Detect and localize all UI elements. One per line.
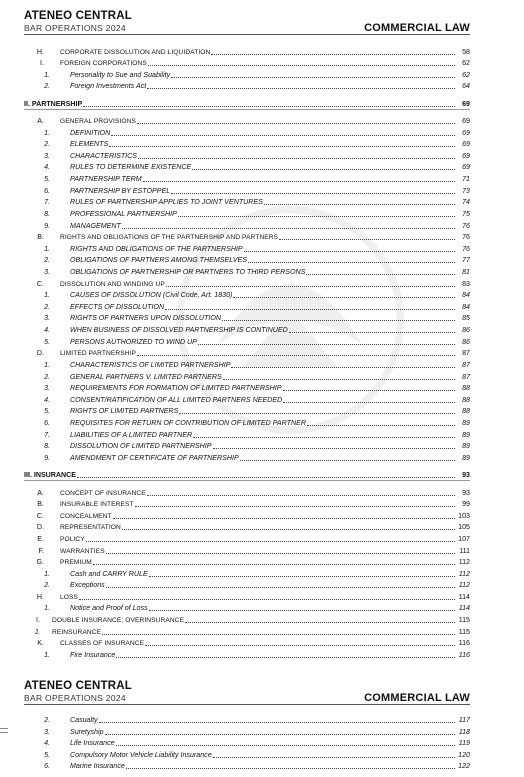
toc-entry-number: 1. (44, 570, 50, 578)
toc-entry-page: 85 (462, 314, 470, 322)
toc-entry-title: CONCEALMENT (60, 513, 112, 520)
dot-leader (248, 262, 455, 263)
dot-leader (113, 518, 455, 519)
toc-entry-title: FOREIGN CORPORATIONS (60, 60, 147, 67)
toc-entry-page: 112 (458, 581, 470, 589)
toc-entry-page: 84 (462, 303, 470, 311)
toc-entry[interactable] (24, 197, 470, 208)
toc-entry-title: RULES TO DETERMINE EXISTENCE (70, 163, 192, 171)
toc-entry-page: 62 (462, 71, 470, 79)
dot-leader (211, 54, 455, 55)
toc-entry-number: 1. (44, 604, 50, 612)
dot-leader (264, 204, 455, 205)
toc-entry-number: 3. (44, 728, 50, 736)
section-divider (24, 480, 470, 481)
toc-entry[interactable] (24, 638, 470, 649)
toc-entry-title: CHARACTERISTICS OF LIMITED PARTNERSHIP (70, 361, 231, 369)
toc-entry-title: POLICY (60, 536, 85, 543)
toc-entry-page: 120 (458, 751, 470, 759)
dot-leader (77, 477, 455, 478)
toc-entry-page: 75 (462, 210, 470, 218)
dot-leader (79, 599, 455, 600)
dot-leader (213, 757, 455, 758)
toc-entry[interactable] (24, 406, 470, 417)
dot-leader (222, 320, 455, 321)
toc-entry-title: GENERAL PROVISIONS (60, 118, 136, 125)
toc-entry[interactable] (24, 186, 470, 197)
toc-entry[interactable] (24, 738, 470, 749)
dot-leader (283, 402, 455, 403)
toc-entry-number: 2. (44, 256, 50, 264)
dot-leader (147, 88, 455, 89)
toc-entry-number: E. (37, 535, 44, 543)
dot-leader (166, 286, 455, 287)
toc-entry-number: H. (36, 593, 44, 601)
toc-entry-title: AMENDMENT OF CERTIFICATE OF PARTNERSHIP (70, 454, 239, 462)
dot-leader (148, 65, 455, 66)
toc-entry[interactable] (24, 499, 470, 510)
toc-entry[interactable] (24, 727, 470, 738)
toc-entry[interactable] (24, 81, 470, 92)
toc-entry-page: 88 (462, 384, 470, 392)
toc-entry-title: PARTNERSHIP TERM (70, 175, 142, 183)
header-subject: COMMERCIAL LAW (364, 22, 470, 34)
toc-entry-number: 7. (44, 198, 50, 206)
dot-leader (137, 355, 455, 356)
toc-entry-title: Casualty (70, 716, 98, 724)
dot-leader (307, 425, 455, 426)
toc-entry[interactable] (24, 430, 470, 441)
toc-entry-title: DOUBLE INSURANCE; OVERINSURANCE (52, 617, 185, 624)
dot-leader (149, 576, 455, 577)
dot-leader (86, 541, 455, 542)
toc-entry-title: Cash and CARRY RULE (70, 570, 148, 578)
dot-leader (116, 657, 455, 658)
toc-entry[interactable] (24, 290, 470, 301)
toc-entry[interactable] (24, 151, 470, 162)
toc-entry-number: D. (36, 349, 44, 357)
toc-entry[interactable] (24, 383, 470, 394)
page-header-2 (24, 680, 470, 706)
dot-leader (223, 379, 455, 380)
toc-entry[interactable] (24, 441, 470, 452)
toc-entry[interactable] (24, 522, 470, 533)
toc-entry-title: Suretyship (70, 728, 104, 736)
dot-leader (213, 448, 455, 449)
toc-entry-page: 93 (462, 471, 470, 479)
toc-entry-number: B. (37, 233, 44, 241)
toc-entry[interactable] (24, 139, 470, 150)
dot-leader (279, 239, 455, 240)
toc-entry-title: CORPORATE DISSOLUTION AND LIQUIDATION (60, 49, 211, 56)
toc-entry-page: 117 (458, 716, 470, 724)
toc-entry-number: 2. (44, 716, 50, 724)
dot-leader (102, 634, 455, 635)
toc-entry-page: 74 (462, 198, 470, 206)
toc-entry[interactable] (24, 58, 470, 69)
toc-entry-page: 88 (462, 407, 470, 415)
dot-leader (111, 135, 455, 136)
toc-entry[interactable] (24, 395, 470, 406)
toc-entry[interactable] (24, 47, 470, 58)
toc-entry-title: LIABILITIES OF A LIMITED PARTNER (70, 431, 193, 439)
toc-entry[interactable] (24, 511, 470, 522)
dot-leader (289, 332, 455, 333)
dot-leader (193, 437, 455, 438)
toc-entry-title: DISSOLUTION AND WINDING UP (60, 281, 165, 288)
dot-leader (143, 181, 455, 182)
toc-entry-page: 99 (462, 500, 470, 508)
toc-entry-number: A. (37, 489, 44, 497)
toc-entry-title: REQUIREMENTS FOR FORMATION OF LIMITED PARTNERSHIP (70, 384, 282, 392)
toc-entry[interactable] (24, 302, 470, 313)
toc-entry-page: 118 (458, 728, 470, 736)
page-header (24, 10, 470, 36)
toc-entry-page: 69 (462, 100, 470, 108)
toc-entry-page: 107 (458, 535, 470, 543)
toc-entry-page: 111 (459, 547, 470, 555)
dot-leader (233, 297, 455, 298)
dot-leader (106, 587, 455, 588)
toc-entry-title: Marine Insurance (70, 762, 125, 770)
toc-entry-number: 5. (44, 175, 50, 183)
dot-leader (106, 553, 455, 554)
header-rule (24, 34, 470, 35)
toc-entry-title: CAUSES OF DISSOLUTION (Civil Code, Art. 1830) (70, 291, 233, 299)
toc-entry[interactable] (24, 715, 470, 726)
toc-entry-number: K. (37, 639, 44, 647)
toc-entry-page: 86 (462, 338, 470, 346)
toc-entry[interactable] (24, 255, 470, 266)
dot-leader (171, 77, 455, 78)
toc-entry-page: 89 (462, 419, 470, 427)
dot-leader (240, 460, 455, 461)
toc-entry-page: 77 (462, 256, 470, 264)
toc-entry-page: 112 (458, 558, 470, 566)
dot-leader (283, 390, 455, 391)
toc-entry-number: I. (36, 616, 40, 624)
toc-entry-title: INSURABLE INTEREST (60, 501, 134, 508)
toc-entry-page: 115 (458, 628, 470, 636)
toc-entry-number: 1. (44, 651, 50, 659)
toc-entry[interactable] (24, 546, 470, 557)
toc-entry-number: C. (36, 280, 44, 288)
toc-entry[interactable] (24, 580, 470, 591)
toc-entry[interactable] (24, 750, 470, 761)
toc-entry-title: PARTNERSHIP BY ESTOPPEL (70, 187, 171, 195)
toc-entry-title: III. INSURANCE (24, 471, 77, 479)
dot-leader (145, 645, 455, 646)
dot-leader (116, 745, 455, 746)
header-rule (24, 704, 470, 705)
toc-entry-title: OBLIGATIONS OF PARTNERSHIP OR PARTNERS TO THIRD PERSONS (70, 268, 306, 276)
toc-entry-page: 122 (458, 762, 470, 770)
toc-entry-page: 88 (462, 396, 470, 404)
toc-entry-number: 4. (44, 326, 50, 334)
toc-entry[interactable] (24, 761, 470, 772)
toc-entry[interactable] (24, 116, 470, 127)
toc-entry-title: II. PARTNERSHIP (24, 100, 83, 108)
toc-entry-number: 8. (44, 210, 50, 218)
toc-entry-title: CLASSES OF INSURANCE (60, 640, 145, 647)
toc-entry-number: 1. (44, 129, 50, 137)
toc-entry[interactable] (24, 337, 470, 348)
toc-entry-page: 69 (462, 117, 470, 125)
toc-entry-number: G. (36, 558, 44, 566)
toc-entry[interactable] (24, 488, 470, 499)
toc-entry-number: 3. (44, 384, 50, 392)
toc-entry-title: Life Insurance (70, 739, 115, 747)
toc-entry-page: 81 (462, 268, 470, 276)
header-subtitle: BAR OPERATIONS 2024 (24, 693, 126, 703)
toc-entry-page: 83 (462, 280, 470, 288)
toc-entry-title: Exceptions (70, 581, 105, 589)
toc-entry-number: A. (37, 117, 44, 125)
dot-leader (122, 228, 455, 229)
toc-entry-number: 2. (44, 581, 50, 589)
dot-leader (147, 495, 455, 496)
dot-leader (126, 768, 455, 769)
toc-entry-page: 84 (462, 291, 470, 299)
margin-mark (0, 728, 8, 729)
toc-entry[interactable] (24, 232, 470, 243)
toc-entry-page: 87 (462, 373, 470, 381)
toc-entry-page: 114 (458, 604, 470, 612)
toc-entry-title: REQUISITES FOR RETURN OF CONTRIBUTION OF LIMITED PARTNER (70, 419, 306, 427)
toc-entry-page: 103 (458, 512, 470, 520)
toc-entry-title: RIGHTS AND OBLIGATIONS OF THE PARTNERSHIP (70, 245, 243, 253)
toc-entry-number: 9. (44, 222, 50, 230)
toc-entry-number: 6. (44, 187, 50, 195)
toc-entry-page: 76 (462, 233, 470, 241)
toc-entry-title: REPRESENTATION (60, 524, 121, 531)
toc-entry-number: 4. (44, 163, 50, 171)
toc-entry-number: 1. (44, 361, 50, 369)
toc-entry[interactable] (24, 128, 470, 139)
toc-entry[interactable] (24, 569, 470, 580)
toc-entry-number: J. (34, 628, 40, 636)
toc-entry-number: 5. (44, 751, 50, 759)
toc-entry-page: 62 (462, 59, 470, 67)
toc-entry-title: PERSONS AUTHORIZED TO WIND UP (70, 338, 197, 346)
toc-entry-title: MANAGEMENT (70, 222, 121, 230)
toc-entry-page: 119 (458, 739, 470, 747)
toc-entry-number: 1. (44, 291, 50, 299)
dot-leader (105, 734, 455, 735)
toc-entry-page: 73 (462, 187, 470, 195)
toc-entry[interactable] (24, 592, 470, 603)
toc-entry[interactable] (24, 557, 470, 568)
toc-entry-title: LOSS (60, 594, 78, 601)
toc-entry-page: 89 (462, 431, 470, 439)
toc-entry[interactable] (24, 418, 470, 429)
toc-entry-title: CONSENT/RATIFICATION OF ALL LIMITED PARTNERS NEEDED (70, 396, 283, 404)
header-school: ATENEO CENTRAL (24, 10, 133, 22)
toc-entry-title: RIGHTS OF PARTNERS UPON DISSOLUTION (70, 314, 221, 322)
toc-entry[interactable] (24, 209, 470, 220)
dot-leader (122, 529, 455, 530)
toc-entry[interactable] (24, 267, 470, 278)
dot-leader (149, 610, 455, 611)
toc-entry-page: 87 (462, 361, 470, 369)
dot-leader (109, 146, 455, 147)
toc-entry[interactable] (24, 348, 470, 359)
toc-entry-title: DEFINITION (70, 129, 111, 137)
toc-entry-page: 105 (458, 523, 470, 531)
toc-entry-title: Fire Insurance (70, 651, 116, 659)
toc-entry-title: EFFECTS OF DISSOLUTION (70, 303, 165, 311)
toc-entry-page: 87 (462, 349, 470, 357)
toc-entry-number: 9. (44, 454, 50, 462)
toc-entry-title: RULES OF PARTNERSHIP APPLIES TO JOINT VENTURES (70, 198, 263, 206)
toc-entry-number: I. (40, 59, 44, 67)
toc-entry-page: 69 (462, 140, 470, 148)
toc-entry-title: CONCEPT OF INSURANCE (60, 490, 146, 497)
toc-entry-number: 2. (44, 373, 50, 381)
toc-entry-page: 89 (462, 442, 470, 450)
toc-entry-page: 93 (462, 489, 470, 497)
toc-entry-title: Compulsory Motor Vehicle Liability Insurance (70, 751, 212, 759)
toc-entry-page: 112 (458, 570, 470, 578)
toc-entry[interactable] (24, 615, 470, 626)
toc-entry-title: OBLIGATIONS OF PARTNERS AMONG THEMSELVES (70, 256, 247, 264)
toc-entry-page: 76 (462, 222, 470, 230)
toc-entry-page: 89 (462, 454, 470, 462)
dot-leader (198, 344, 455, 345)
toc-entry-number: 3. (44, 152, 50, 160)
toc-entry-number: 6. (44, 762, 50, 770)
toc-entry-title: WARRANTIES (60, 548, 105, 555)
toc-entry-title: Personality to Sue and Suability (70, 71, 171, 79)
toc-entry-number: D. (36, 523, 44, 531)
toc-entry-title: PREMIUM (60, 559, 92, 566)
toc-entry-page: 58 (462, 48, 470, 56)
toc-entry-title: DISSOLUTION OF LIMITED PARTNERSHIP (70, 442, 212, 450)
toc-entry-title: REINSURANCE (52, 629, 102, 636)
toc-entry[interactable] (24, 70, 470, 81)
toc-entry[interactable] (24, 360, 470, 371)
toc-entry-title: WHEN BUSINESS OF DISSOLVED PARTNERSHIP IS CONTINUED (70, 326, 288, 334)
header-school: ATENEO CENTRAL (24, 680, 133, 692)
toc-entry-title: PROFESSIONAL PARTNERSHIP (70, 210, 177, 218)
toc-entry-number: 1. (44, 71, 50, 79)
dot-leader (83, 106, 455, 107)
toc-entry-page: 69 (462, 152, 470, 160)
dot-leader (137, 123, 455, 124)
toc-entry-page: 114 (458, 593, 470, 601)
toc-entry-title: Foreign Investments Act (70, 82, 147, 90)
toc-entry-number: B. (37, 500, 44, 508)
toc-entry-number: 2. (44, 303, 50, 311)
toc-entry-number: H. (36, 48, 44, 56)
toc-entry-number: 5. (44, 338, 50, 346)
toc-entry-page: 69 (462, 129, 470, 137)
toc-entry-page: 64 (462, 82, 470, 90)
dot-leader (135, 506, 455, 507)
toc-entry-number: 4. (44, 396, 50, 404)
toc-entry-number: 2. (44, 82, 50, 90)
toc-entry-number: C. (36, 512, 44, 520)
dot-leader (306, 274, 455, 275)
toc-entry-number: 5. (44, 407, 50, 415)
toc-entry[interactable] (24, 244, 470, 255)
header-subtitle: BAR OPERATIONS 2024 (24, 23, 126, 33)
toc-entry-page: 76 (462, 245, 470, 253)
toc-entry[interactable] (24, 534, 470, 545)
toc-entry-title: LIMITED PARTNERSHIP (60, 350, 137, 357)
toc-entry[interactable] (24, 279, 470, 290)
section-divider (24, 109, 470, 110)
dot-leader (93, 564, 455, 565)
toc-entry[interactable] (24, 313, 470, 324)
toc-entry-title: ELEMENTS (70, 140, 109, 148)
toc-entry-number: 3. (44, 268, 50, 276)
dot-leader (165, 309, 455, 310)
dot-leader (179, 413, 455, 414)
toc-entry-page: 71 (462, 175, 470, 183)
toc-entry-number: 8. (44, 442, 50, 450)
header-subject: COMMERCIAL LAW (364, 692, 470, 704)
toc-entry-page: 116 (458, 639, 470, 647)
toc-entry-number: 3. (44, 314, 50, 322)
dot-leader (138, 158, 455, 159)
toc-entry-number: 6. (44, 419, 50, 427)
toc-entry-page: 116 (458, 651, 470, 659)
toc-entry-title: RIGHTS OF LIMITED PARTNERS (70, 407, 179, 415)
toc-entry-page: 86 (462, 326, 470, 334)
toc-entry-title: Notice and Proof of Loss (70, 604, 148, 612)
dot-leader (178, 216, 455, 217)
dot-leader (99, 722, 455, 723)
toc-entry-page: 115 (458, 616, 470, 624)
toc-entry-page: 69 (462, 163, 470, 171)
margin-mark (0, 732, 8, 733)
toc-entry[interactable] (24, 221, 470, 232)
toc-entry-title: RIGHTS AND OBLIGATIONS OF THE PARTNERSHIP AND PARTNERS (60, 234, 279, 241)
toc-entry[interactable] (24, 174, 470, 185)
dot-leader (192, 169, 455, 170)
toc-entry[interactable] (24, 650, 470, 661)
toc-entry-number: 1. (44, 245, 50, 253)
toc-entry-title: GENERAL PARTNERS V. LIMITED PARTNERS (70, 373, 222, 381)
toc-entry-number: 2. (44, 140, 50, 148)
toc-entry-number: 7. (44, 431, 50, 439)
dot-leader (244, 251, 455, 252)
toc-entry[interactable] (24, 453, 470, 464)
dot-leader (231, 367, 455, 368)
dot-leader (185, 622, 455, 623)
toc-entry-title: CHARACTERISTICS (70, 152, 138, 160)
toc-entry[interactable] (24, 325, 470, 336)
toc-entry-number: F. (38, 547, 44, 555)
dot-leader (171, 193, 455, 194)
toc-entry[interactable] (24, 372, 470, 383)
toc-entry[interactable] (24, 162, 470, 173)
toc-entry[interactable] (24, 627, 470, 638)
toc-entry[interactable] (24, 603, 470, 614)
toc-entry-number: 4. (44, 739, 50, 747)
